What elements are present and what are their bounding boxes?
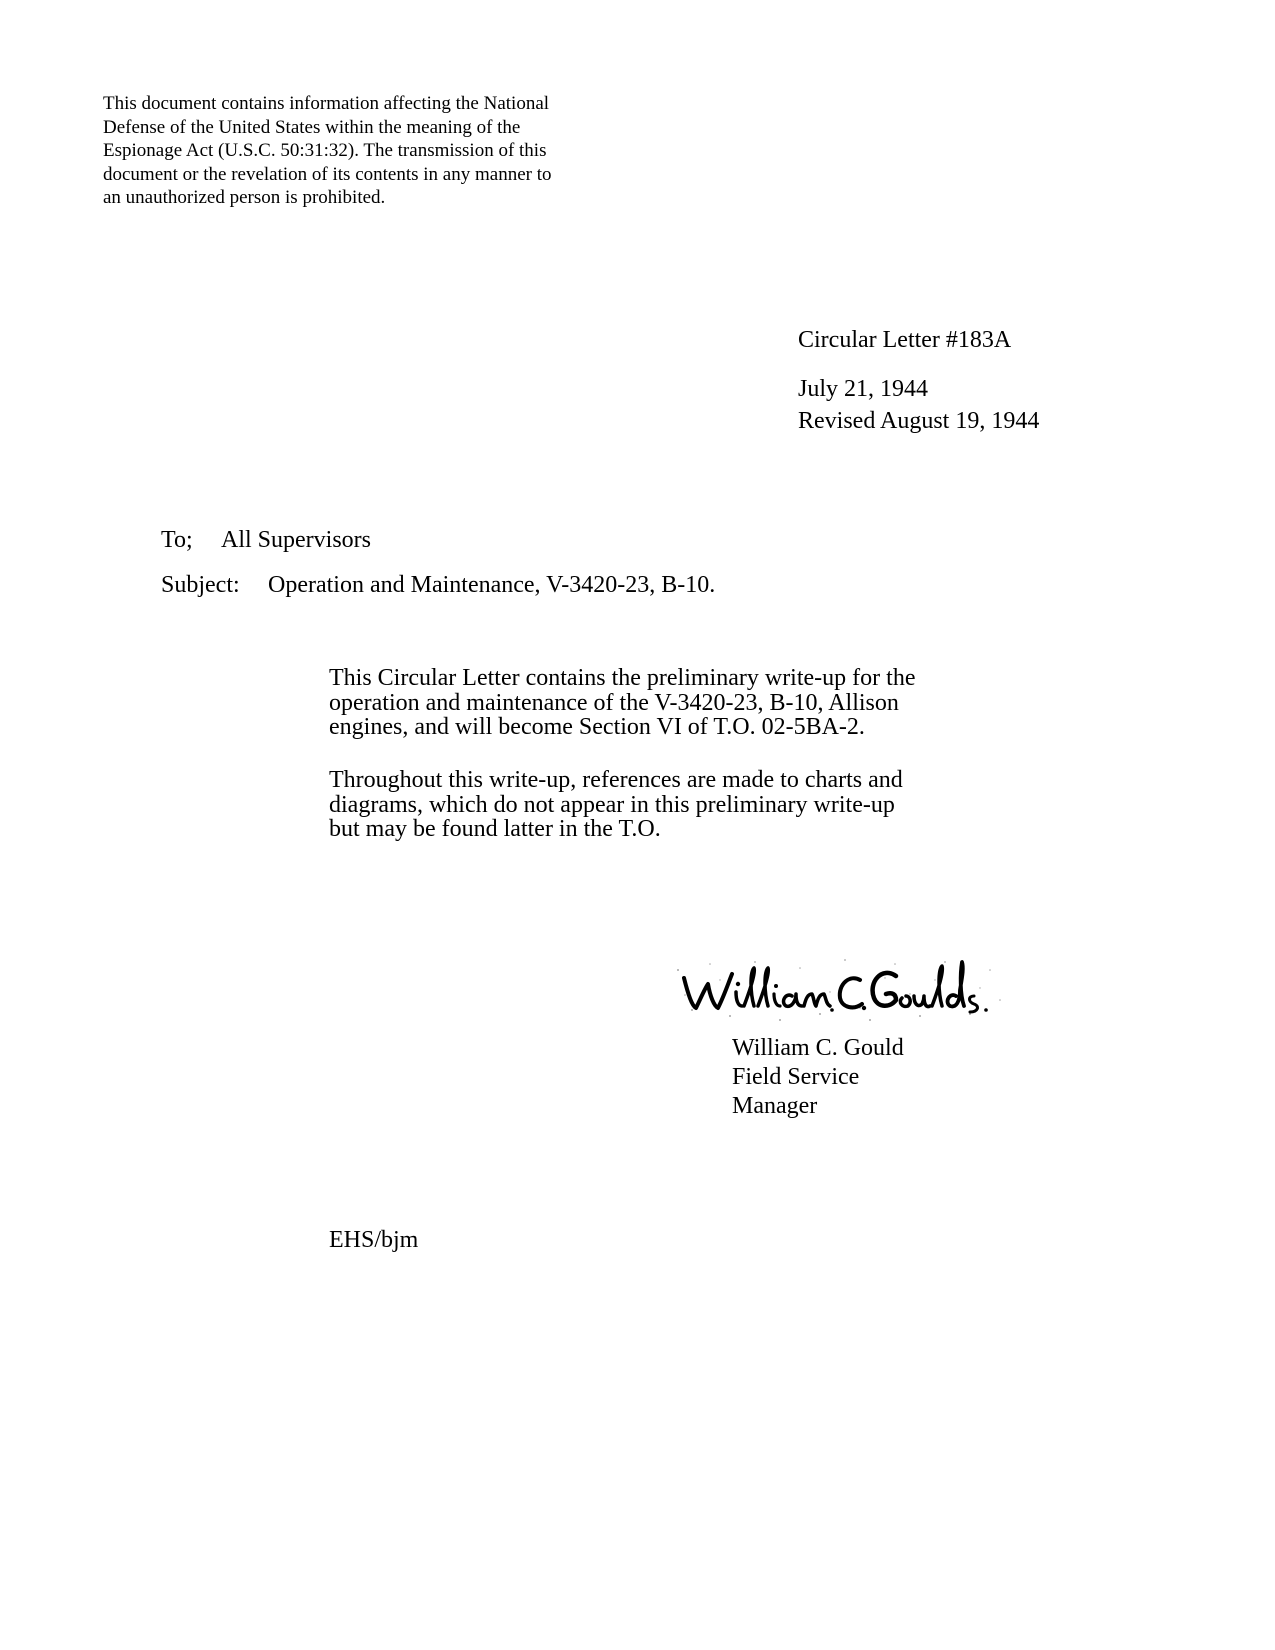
- body-line: diagrams, which do not appear in this preliminary write-up: [329, 791, 895, 818]
- to-label: To;: [161, 527, 193, 553]
- notice-line: Espionage Act (U.S.C. 50:31:32). The transmission of this: [103, 140, 547, 161]
- notice-line: an unauthorized person is prohibited.: [103, 187, 386, 208]
- body-line: operation and maintenance of the V-3420-23, B-10, Allison: [329, 689, 899, 716]
- letter-dates: [798, 373, 1039, 437]
- notice-line: document or the revelation of its contents in any manner to: [103, 163, 552, 185]
- body-line: This Circular Letter contains the preliminary write-up for the: [329, 665, 916, 691]
- handwritten-signature: [670, 950, 1010, 1032]
- recipient: All Supervisors: [221, 527, 371, 553]
- circular-letter-number: Circular Letter #183A: [798, 327, 1012, 353]
- signature-strokes: [684, 962, 988, 1012]
- recipient-line: [161, 525, 371, 555]
- body-line: but may be found latter in the T.O.: [329, 816, 661, 842]
- signer-name: William C. Gould: [732, 1035, 904, 1061]
- signature-block: [732, 1034, 904, 1121]
- subject-text: Operation and Maintenance, V-3420-23, B-10.: [268, 572, 716, 598]
- signer-title: Field Service: [732, 1064, 860, 1090]
- subject-line: [161, 570, 715, 600]
- notice-line: This document contains information affecting the National: [103, 93, 550, 114]
- letter-date: July 21, 1944: [798, 376, 929, 402]
- security-notice: [103, 92, 623, 210]
- body-paragraph-2: [329, 768, 969, 842]
- revised-date: Revised August 19, 1944: [798, 408, 1040, 434]
- typist-initials: EHS/bjm: [329, 1227, 419, 1253]
- body-line: engines, and will become Section VI of T.O. 02-5BA-2.: [329, 714, 865, 740]
- subject-label: Subject:: [161, 572, 240, 598]
- body-paragraph-1: [329, 666, 969, 740]
- signer-title: Manager: [732, 1093, 818, 1119]
- notice-line: Defense of the United States within the meaning of the: [103, 116, 521, 138]
- body-line: Throughout this write-up, references are made to charts and: [329, 767, 903, 793]
